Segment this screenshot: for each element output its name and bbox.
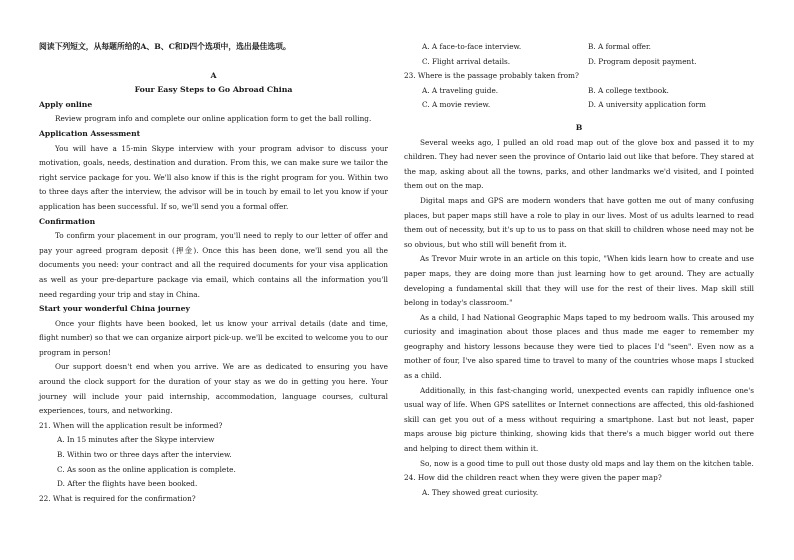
passage-title: Four Easy Steps to Go Abroad China [134,85,293,95]
paragraph: As Trevor Muir wrote in an article on this topic, "When kids learn how to create and use paper maps, they are doing more than just learning how to get around. They are actually developing a fundamental skill that they will use for the rest of their lives. Map skill still belong in today's classroom." [404,254,754,308]
paragraph: As a child, I had National Geographic Maps taped to my bedroom walls. This aroused my curiosity and imagination about those places and thus made me eager to remember my geography and history lessons because they were tied to places I'd "seen". Even now as a mother of four, I've also spared time to travel to many of the countries whose maps I stucked as a child. [404,312,754,381]
question-21-stem: 21. When will the application result be informed? [39,420,223,430]
passage-letter-a: A [210,70,217,80]
section-body: Review program info and complete our online application form to get the ball rolling. [55,114,372,124]
paragraph: Additionally, in this fast-changing world, unexpected events can rapidly influence one's usual way of life. When GPS satellites or Internet connections are affected, this old-fashioned skill can get you out of a mess without requiring a smartphone. Last but not least, paper maps arouse big picture thinking, showing kids that there's a much bigger world out there and helping to direct them within it. [404,385,754,454]
question-23-option-b: B. A college textbook. [588,85,669,95]
section-body: You will have a 15-min Skype interview with your program advisor to discuss your motivation, goals, needs, destination and duration. From this, we can make sure we tailor the right service package for you. We'll also know if this is the right program for you. Within two to three days after the interview, the advisor will be in touch by email to let you know if your application has been successful. If so, we'll send you a formal offer. [39,143,388,211]
question-23-stem: 23. Where is the passage probably taken from? [404,71,579,81]
section-body: Once your flights have been booked, let us know your arrival details (date and time, flight number) so that we can organize airport pick-up. we'll be excited to welcome you to our program in person! [39,318,388,357]
question-23-option-c: C. A movie review. [422,100,491,110]
question-21-option-a: A. In 15 minutes after the Skype interview [57,435,215,445]
paragraph: Several weeks ago, I pulled an old road map out of the glove box and passed it to my children. They had never seen the province of Ontario laid out like that before. They stared at the map, asking about all the towns, parks, and other landmarks we'd visited, and I pointed them out on the map. [404,137,754,191]
question-22-options-row [404,55,754,70]
question-21-option-c: C. As soon as the online application is complete. [57,464,236,474]
paragraph: Digital maps and GPS are modern wonders that have gotten me out of many confusing places, but paper maps still have a role to play in our lives. Most of us adults learned to read them out of necessity, but it's up to us to pass on that skill to children whose need may not be so obvious, but who still will benefit from it. [404,195,754,249]
paragraph: So, now is a good time to pull out those dusty old maps and lay them on the kitchen table. [420,458,754,468]
question-23-options-row [404,98,754,113]
question-22-option-c: C. Flight arrival details. [422,56,511,66]
question-22-option-a: A. A face-to-face interview. [422,42,522,51]
question-23-option-d: D. A university application form [588,100,706,110]
question-22-options-row [404,40,754,55]
question-21-option-d: D. After the flights have been booked. [57,479,198,489]
question-24-stem: 24. How did the children react when they were given the paper map? [404,473,662,483]
question-23-options-row [404,84,754,99]
section-heading: Apply online [39,99,93,109]
question-24-option-a: A. They showed great curiosity. [422,487,539,497]
passage-letter-b: B [575,122,583,132]
left-column [39,40,388,506]
section-heading: Confirmation [39,216,96,226]
section-body: Our support doesn't end when you arrive. We are as dedicated to ensuring you have around the clock support for the duration of your stay as we do in getting you here. Your journey will include your paid internship, accommodation, language courses, cultural experiences, tours, and networking. [39,362,388,416]
section-heading: Start your wonderful China journey [39,304,190,314]
right-column [404,40,754,500]
question-21-option-b: B. Within two or three days after the interview. [57,450,232,460]
question-22-stem: 22. What is required for the confirmation? [39,493,196,503]
instruction: 阅读下列短文，从每题所给的A、B、C和D四个选项中，选出最佳选项。 [39,42,291,51]
question-22-option-b: B. A formal offer. [588,42,651,51]
question-22-option-d: D. Program deposit payment. [588,56,697,66]
section-body: To confirm your placement in our program, you'll need to reply to our letter of offer and pay your agreed program deposit (押金). Once this has been done, we'll send you all the documents you need: your contract and all the required documents for your visa application as well as your pre-departure package via email, which contains all the information you'll need regarding your trip and stay in China. [39,231,388,299]
section-heading: Application Assessment [39,128,141,138]
question-23-option-a: A. A traveling guide. [422,85,499,95]
